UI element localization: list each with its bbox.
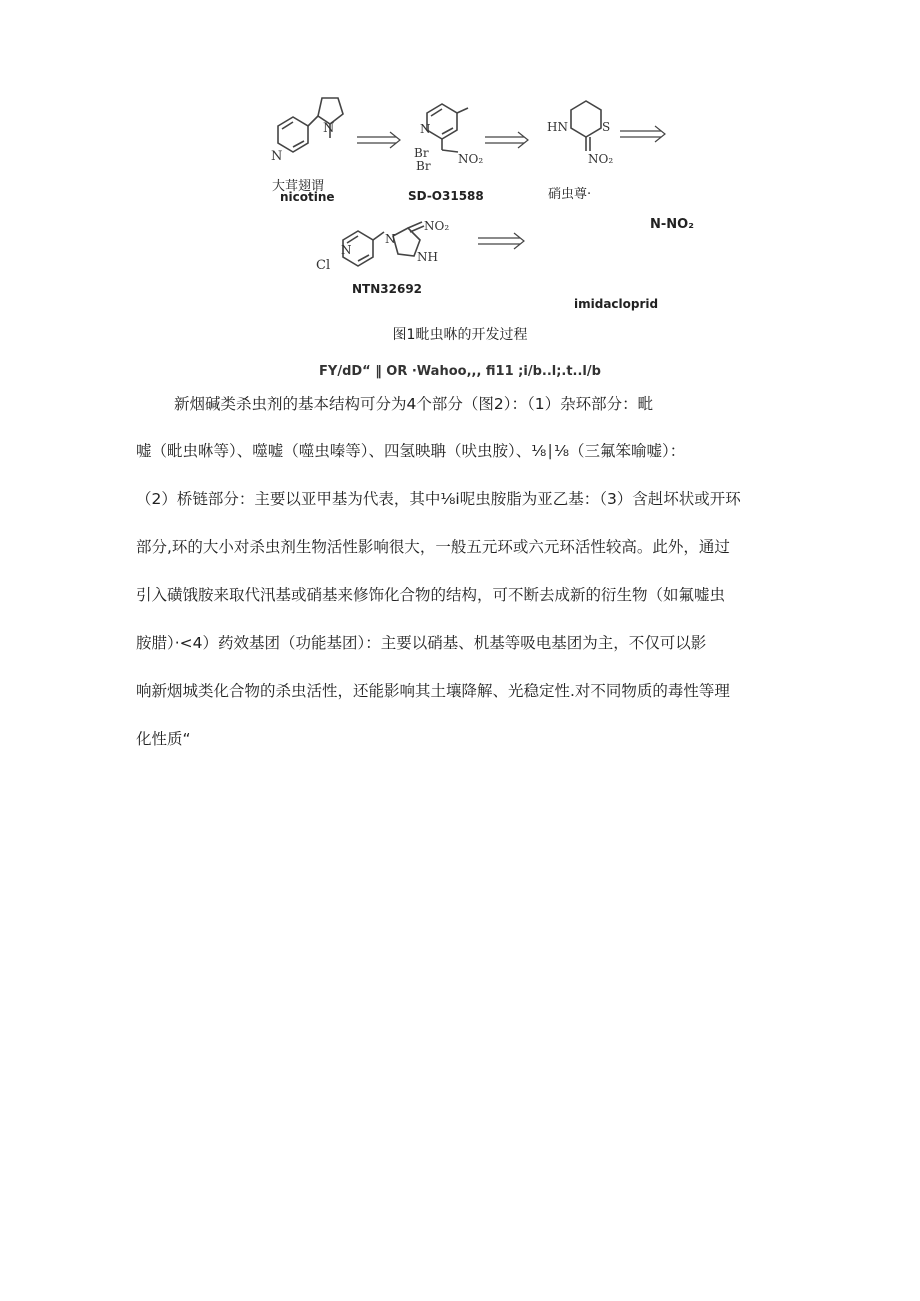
nitro-group: NO₂: [424, 219, 450, 233]
nitro-group: NO₂: [588, 152, 614, 166]
nicotine-cn-label: 大茸翅谓: [272, 179, 325, 194]
reaction-arrow: [485, 132, 528, 148]
ntn32692-structure: [316, 219, 449, 273]
atom-n: N: [385, 232, 396, 246]
atom-n: N: [323, 121, 335, 136]
paragraph-line: 引入磺饿胺来取代汛基或硝基来修饰化合物的结构，可不断去成新的衍生物（如氟嘘虫: [136, 586, 726, 604]
nithiazine-cn-label: 硝虫尊·: [548, 187, 592, 202]
atom-n: N: [341, 243, 352, 257]
n-no2-label: N-NO₂: [650, 217, 694, 232]
imidacloprid-label: imidacloprid: [574, 297, 659, 311]
ntn32692-label: NTN32692: [352, 282, 423, 296]
imidacloprid-label-clip: [560, 294, 659, 311]
development-figure: [0, 0, 920, 380]
atom-cl: Cl: [316, 258, 331, 273]
atom-s: S: [602, 120, 611, 134]
nitro-group: NO₂: [458, 152, 484, 166]
paragraph-line: 化性质“: [136, 730, 191, 748]
nithiazine-structure: [547, 101, 613, 166]
paragraph-line: 部分,环的大小对杀虫剂生物活性影响很大，一般五元环或六元环活性较高。此外，通过: [136, 538, 730, 556]
atom-br: Br: [416, 159, 431, 173]
atom-nh: NH: [417, 250, 438, 264]
paragraph-line: 嘘（毗虫咻等）、噬嘘（噬虫嗪等）、四氢映聃（吠虫胺）、⅛∣⅛（三氟笨喻嘘）：: [136, 442, 686, 460]
atom-n: N: [271, 149, 283, 164]
nicotine-label: nicotine: [280, 190, 335, 204]
sd031588-structure: [414, 104, 483, 173]
nicotine-structure: [271, 98, 343, 164]
paragraph-line: （2）桥链部分：主要以亚甲基为代表，其中⅛i呢虫胺脂为亚乙基：（3）含赳坏状或开环: [136, 490, 741, 508]
reaction-arrow: [357, 132, 400, 148]
paragraph-line: 响新烟城类化合物的杀虫活性，还能影响其土壤降解、光稳定性.对不同物质的毒性等理: [136, 682, 730, 700]
sd031588-label: SD-O31588: [408, 189, 484, 203]
figure-caption: 图1毗虫咻的开发过程: [392, 327, 528, 343]
atom-hn: HN: [547, 120, 568, 134]
atom-n: N: [420, 122, 431, 136]
atom-br: Br: [414, 146, 429, 160]
paragraph-line: 胺腊）·<4）药效基团（功能基团）：主要以硝基、机基等吸电基团为主，不仅可以影: [136, 634, 707, 652]
paragraph-line: 新烟碱类杀虫剂的基本结构可分为4个部分（图2）：（1）杂环部分：毗: [174, 395, 654, 413]
figure-caption-english: FY/dD“ ‖ OR ·Wahoo,,, fi11 ;i/b..l;.t..l/b: [319, 364, 601, 379]
structure-drawings: [0, 0, 920, 310]
reaction-arrow: [478, 233, 524, 249]
reaction-arrow: [620, 126, 665, 142]
